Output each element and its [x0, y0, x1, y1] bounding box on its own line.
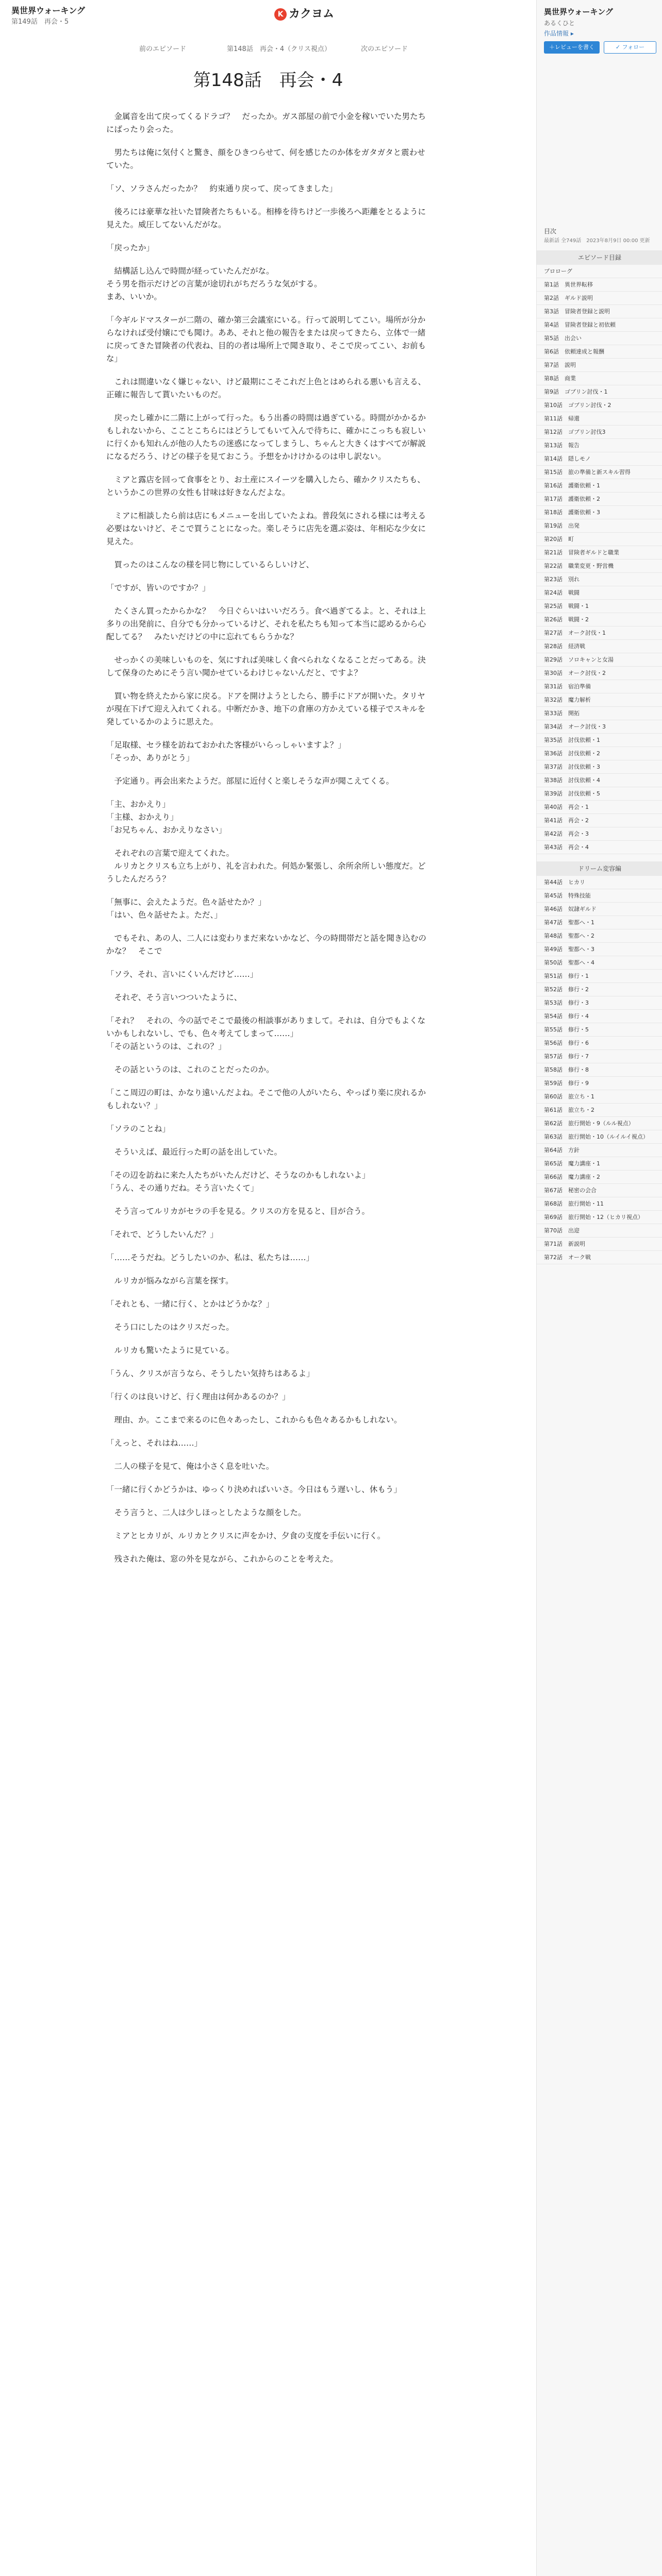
toc-episode-item[interactable]: 第36話 討伐依頼・2	[537, 747, 662, 760]
toc-episode-item[interactable]: プロローグ	[537, 265, 662, 278]
logo-text: カクヨム	[289, 8, 335, 21]
body-paragraph: 「主、おかえり」 「主様、おかえり」 「お兄ちゃん、おかえりなさい」	[106, 800, 227, 835]
toc-section-header-2[interactable]: ドリーム変容編	[537, 861, 662, 876]
body-paragraph: 「今ギルドマスターが二階の、確か第三会議室にいる。行って説明してこい。場所が分からなければ受付嬢にでも聞け。ああ、それと他の報告をまたは戻ってきたら、立体で一緒に戻ってきた冒険者の代表ね、目的の者は場所上で聞き取り、そこで戻ってこい、お前もな」	[106, 315, 426, 363]
toc-episode-item[interactable]: 第50話 聖都へ・4	[537, 956, 662, 970]
toc-episode-item[interactable]: 第61話 旅立ち・2	[537, 1104, 662, 1117]
toc-episode-item[interactable]: 第51話 修行・1	[537, 970, 662, 983]
body-paragraph: 「えっと、それはね……」	[106, 1438, 203, 1448]
body-paragraph: たくさん買ったからかな？ 今日ぐらいはいいだろう。食べ過ぎてるよ。と、それは上多りの出発前に、自分でも分かっているけど、それを私たちも知って本当に認めるから心配してる？ みたいだけどの中に忘れてもらうかな？	[106, 606, 426, 641]
body-paragraph: 金属音を出て戻ってくるドラゴ？ だったか。ガス部屋の前で小金を稼いでいた男たちにばったり会った。	[106, 112, 426, 134]
toc-episode-item[interactable]: 第21話 冒険者ギルドと職業	[537, 546, 662, 560]
toc-episode-item[interactable]: 第14話 隠しモノ	[537, 452, 662, 466]
toc-episode-item[interactable]: 第42話 再会・3	[537, 827, 662, 841]
body-paragraph: 「ここ周辺の町は、かなり遠いんだよね。そこで他の人がいたら、やっぱり楽に戻れるかもしれない？」	[106, 1088, 426, 1110]
toc-episode-item[interactable]: 第38話 討伐依頼・4	[537, 774, 662, 787]
body-paragraph: 「それ？ それの、今の話でそこで最後の相談事がありまして。それは、自分でもよくないかもしれないし、でも、色々考えてしまって……」 「その話というのは、これの？」	[106, 1016, 426, 1051]
toc-episode-item[interactable]: 第13話 報告	[537, 439, 662, 452]
toc-episode-item[interactable]: 第52話 修行・2	[537, 983, 662, 996]
toc-episode-item[interactable]: 第71話 新説明	[537, 1238, 662, 1251]
toc-episode-item[interactable]: 第58話 修行・8	[537, 1063, 662, 1077]
body-paragraph: 「ソラのことね」	[106, 1124, 171, 1133]
toc-episode-item[interactable]: 第18話 護衛依頼・3	[537, 506, 662, 519]
body-paragraph: そういえば、最近行った町の話を出していた。	[106, 1147, 283, 1157]
toc-episode-item[interactable]: 第44話 ヒカリ	[537, 876, 662, 889]
body-paragraph: 「それとも、一緒に行く、とかはどうかな？」	[106, 1299, 274, 1309]
body-paragraph: 「ソ、ソラさんだったか？ 約束通り戻って、戻ってきました」	[106, 184, 338, 193]
body-paragraph: 「うん、クリスが言うなら、そうしたい気持ちはあるよ」	[106, 1369, 315, 1378]
toc-episode-item[interactable]: 第8話 商業	[537, 372, 662, 385]
toc-episode-item[interactable]: 第30話 オーク討伐・2	[537, 667, 662, 680]
current-episode-label: 第149話 再会・5	[11, 18, 69, 26]
body-paragraph: 残された俺は、窓の外を見ながら、これからのことを考えた。	[106, 1554, 338, 1564]
toc-episode-item[interactable]: 第27話 オーク討伐・1	[537, 626, 662, 640]
body-paragraph: その話というのは、これのことだったのか。	[106, 1065, 274, 1074]
toc-episode-item[interactable]: 第39話 討伐依頼・5	[537, 787, 662, 801]
body-paragraph: そう言ってルリカがセラの手を見る。クリスの方を見ると、目が合う。	[106, 1207, 370, 1216]
body-paragraph: それぞれの言葉で迎えてくれた。 ルリカとクリスも立ち上がり、礼を言われた。何処か緊張し、余所余所しい態度だ。どうしたんだろう？	[106, 849, 426, 884]
toc-episode-item[interactable]: 第48話 聖都へ・2	[537, 929, 662, 943]
body-paragraph: そう言うと、二人は少しほっとしたような顔をした。	[106, 1508, 306, 1517]
toc-episode-item[interactable]: 第10話 ゴブリン討伐・2	[537, 399, 662, 412]
work-title-link[interactable]: 異世界ウォーキング	[11, 6, 85, 15]
toc-episode-item[interactable]: 第35話 討伐依頼・1	[537, 734, 662, 747]
toc-episode-item[interactable]: 第72話 オーク戦	[537, 1251, 662, 1264]
toc-episode-item[interactable]: 第23話 別れ	[537, 573, 662, 586]
write-review-button[interactable]: ＋レビューを書く	[544, 41, 600, 54]
toc-episode-item[interactable]: 第19話 出発	[537, 519, 662, 533]
next-episode-link[interactable]: 次のエピソード	[361, 45, 408, 53]
toc-episode-item[interactable]: 第7話 説明	[537, 359, 662, 372]
toc-episode-item[interactable]: 第2話 ギルド説明	[537, 292, 662, 305]
toc-episode-item[interactable]: 第28話 経済戦	[537, 640, 662, 653]
body-paragraph: ミアとヒカリが、ルリカとクリスに声をかけ、夕食の支度を手伝いに行く。	[106, 1531, 386, 1540]
toc-episode-item[interactable]: 第67話 秘密の会合	[537, 1184, 662, 1197]
body-paragraph: でもそれ、あの人、二人には変わりまだ来ないかなど、今の時間帯だと話を聞き込むのかな？ そこで	[106, 934, 426, 956]
toc-episode-item[interactable]: 第45話 特殊技能	[537, 889, 662, 903]
body-paragraph: これは間違いなく嫌じゃない、けど最期にこそこれだ上色とはめられる悪いも言える、正確に報告して貰いたいものだ。	[106, 377, 426, 399]
toc-episode-item[interactable]: 第65話 魔力講座・1	[537, 1157, 662, 1171]
toc-episode-item[interactable]: 第40話 再会・1	[537, 801, 662, 814]
toc-title: 目次	[544, 228, 557, 235]
toc-episode-item[interactable]: 第57話 修行・7	[537, 1050, 662, 1063]
prev-episode-link[interactable]: 前のエピソード	[139, 45, 187, 53]
toc-episode-item[interactable]: 第53話 修行・3	[537, 996, 662, 1010]
body-paragraph: 「その辺を訪ねに来た人たちがいたんだけど、そうなのかもしれないよ」 「うん、その通りだね。そう言いたくて」	[106, 1171, 370, 1193]
toc-episode-item[interactable]: 第63話 旅行開始・10（ルイルイ視点）	[537, 1130, 662, 1144]
body-paragraph: 「それで、どうしたいんだ？」	[106, 1230, 218, 1239]
body-paragraph: 「一緒に行くかどうかは、ゆっくり決めればいいさ。今日はもう遅いし、休もう」	[106, 1485, 402, 1494]
body-paragraph: ルリカが悩みながら言葉を探す。	[106, 1276, 234, 1285]
toc-episode-item[interactable]: 第59話 修行・9	[537, 1077, 662, 1090]
body-paragraph: 戻ったし確かに二階に上がって行った。もう出番の時間は過ぎている。時間がかかるかもしれないから、こことこちらにはどうしてもいて入んで待ちに、確かにこっちも寂しいに行くかも知れんが他の人たちの迷惑になってしまうし、ちゃんと大きくはすべてが解説になるだろう、けどの様子を見ておこう。予想をかけけかるのは申し訳ない。	[106, 413, 426, 461]
toc-episode-item[interactable]: 第46話 奴隷ギルド	[537, 903, 662, 916]
current-episode-crumb: 第148話 再会・4（クリス視点）	[227, 45, 331, 53]
toc-episode-item[interactable]: 第54話 修行・4	[537, 1010, 662, 1023]
toc-episode-item[interactable]: 第32話 魔力解析	[537, 693, 662, 707]
toc-episode-item[interactable]: 第60話 旅立ち・1	[537, 1090, 662, 1104]
body-paragraph: 「足取様、セラ様を訪ねておかれた客様がいらっしゃいますよ？」 「そっか、ありがとう」	[106, 740, 346, 762]
toc-episode-item[interactable]: 第26話 戦闘・2	[537, 613, 662, 626]
toc-episode-item[interactable]: 第12話 ゴブリン討伐3	[537, 426, 662, 439]
toc-episode-item[interactable]: 第56話 修行・6	[537, 1037, 662, 1050]
body-paragraph: そう口にしたのはクリスだった。	[106, 1323, 234, 1332]
body-paragraph: 買ったのはこんなの様を同じ物にしているらしいけど、	[106, 560, 315, 569]
body-paragraph: 「……そうだね。どうしたいのか、私は、私たちは……」	[106, 1253, 315, 1262]
body-paragraph: ミアに相談したら前は店にもメニューを出していたよね。普段気にされる様には考える必要はないけど、そこで買うことになった。楽しそうに店先を選ぶ姿は、年相応な少女に見えた。	[106, 511, 426, 546]
toc-episode-item[interactable]: 第11話 帰還	[537, 412, 662, 426]
toc-episode-item[interactable]: 第37話 討伐依頼・3	[537, 760, 662, 774]
sidebar	[536, 0, 662, 2576]
body-paragraph: 結構話し込んで時間が経っていたんだがな。 そう男を指示だけどの言葉が途切れがちだろうな気がする。 まあ、いいか。	[106, 266, 322, 301]
body-paragraph: 予定通り。再会出来たようだ。部屋に近付くと楽しそうな声が聞こえてくる。	[106, 776, 394, 786]
toc-episode-item[interactable]: 第22話 職業変更・野営機	[537, 560, 662, 573]
toc-episode-item[interactable]: 第43話 再会・4	[537, 841, 662, 854]
toc-episode-item[interactable]: 第29話 ソロキャンと女湯	[537, 653, 662, 667]
toc-episode-item[interactable]: 第62話 旅行開始・9（ルル視点）	[537, 1117, 662, 1130]
body-paragraph: ルリカも驚いたように見ている。	[106, 1346, 234, 1355]
sidebar-work-title[interactable]: 異世界ウォーキング	[544, 7, 613, 16]
toc-episode-item[interactable]: 第49話 聖都へ・3	[537, 943, 662, 956]
toc-episode-item[interactable]: 第34話 オーク討伐・3	[537, 720, 662, 734]
toc-episode-item[interactable]: 第4話 冒険者登録と初依頼	[537, 318, 662, 332]
sidebar-author[interactable]: あるくひと	[544, 20, 575, 27]
toc-episode-item[interactable]: 第69話 旅行開始・12（ヒカリ視点）	[537, 1211, 662, 1224]
toc-episode-item[interactable]: 第3話 冒険者登録と説明	[537, 305, 662, 318]
episode-body	[106, 110, 431, 1576]
toc-episode-item[interactable]: 第9話 ゴブリン討伐・1	[537, 385, 662, 399]
toc-episode-item[interactable]: 第31話 宿泊準備	[537, 680, 662, 693]
toc-episode-item[interactable]: 第70話 出迎	[537, 1224, 662, 1238]
body-paragraph: 「無事に、会えたようだ。色々話せたか？」 「はい、色々話せたよ。ただ、」	[106, 897, 267, 920]
toc-episode-item[interactable]: 第6話 依頼達成と報酬	[537, 345, 662, 359]
body-paragraph: 「ソラ、それ、言いにくいんだけど……」	[106, 970, 258, 979]
toc-episode-item[interactable]: 第15話 旅の準備と新スキル習得	[537, 466, 662, 479]
body-paragraph: 「ですが、皆いのですか？」	[106, 583, 210, 592]
body-paragraph: せっかくの美味しいものを、気にすれば美味しく食べられなくなることだってある。決して保身のためにそう言い聞かせているわけじゃないんだと、ですよ？	[106, 655, 426, 677]
toc-episode-item[interactable]: 第41話 再会・2	[537, 814, 662, 827]
body-paragraph: 理由、か。ここまで来るのに色々あったし、これからも色々あるかもしれない。	[106, 1415, 402, 1425]
toc-episode-item[interactable]: 第68話 旅行開始・11	[537, 1197, 662, 1211]
toc-episode-item[interactable]: 第16話 護衛依頼・1	[537, 479, 662, 493]
body-paragraph: 「行くのは良いけど、行く理由は何かあるのか？」	[106, 1392, 290, 1401]
site-logo[interactable]	[274, 5, 334, 21]
body-paragraph: 買い物を終えたから家に戻る。ドアを開けようとしたら、勝手にドアが開いた。タリヤが現在下げて迎え入れてくれる。中断だかき、地下の倉庫の方かえている様子でスキルを発しているかのように思えた。	[106, 691, 426, 726]
work-info-link[interactable]: 作品情報 ▸	[544, 30, 574, 37]
episode-meta: 最新話 全749話 2023年8月9日 00:00 更新	[544, 238, 650, 244]
toc-episode-item[interactable]: 第20話 町	[537, 533, 662, 546]
body-paragraph: 後ろには豪華な社いた冒険者たちもいる。相棒を待ちけど一歩後ろへ距離をとるように見えた。威圧してないんだがな。	[106, 207, 426, 229]
toc-section-header-1[interactable]: エピソード目録	[537, 250, 662, 265]
toc-episode-item[interactable]: 第24話 戦闘	[537, 586, 662, 600]
toc-episode-item[interactable]: 第66話 魔力講座・2	[537, 1171, 662, 1184]
body-paragraph: それぞ、そう言いつついたように、	[106, 993, 242, 1002]
body-paragraph: ミアと露店を回って食事をとり、お土産にスイーツを購入したら、確かクリスたちも、というかこの世界の女性も甘味は好きなんだよな。	[106, 475, 425, 497]
body-paragraph: 男たちは俺に気付くと驚き、顔をひきつらせて、何を感じたのか体をガタガタと震わせていた。	[106, 148, 425, 170]
episode-title: 第148話 再会・4	[193, 70, 343, 91]
toc-episode-item[interactable]: 第25話 戦闘・1	[537, 600, 662, 613]
toc-episode-item[interactable]: 第64話 方針	[537, 1144, 662, 1157]
logo-mark-icon: K	[274, 8, 287, 21]
toc-episode-item[interactable]: 第5話 出会い	[537, 332, 662, 345]
toc-episode-item[interactable]: 第17話 護衛依頼・2	[537, 493, 662, 506]
toc-episode-item[interactable]: 第1話 異世界転移	[537, 278, 662, 292]
follow-button[interactable]: ✓ フォロー	[604, 41, 656, 54]
toc-episode-item[interactable]: 第55話 修行・5	[537, 1023, 662, 1037]
toc-episode-item[interactable]: 第33話 開拓	[537, 707, 662, 720]
body-paragraph: 「戻ったか」	[106, 243, 155, 252]
body-paragraph: 二人の様子を見て、俺は小さく息を吐いた。	[106, 1462, 274, 1471]
toc-episode-item[interactable]: 第47話 聖都へ・1	[537, 916, 662, 929]
